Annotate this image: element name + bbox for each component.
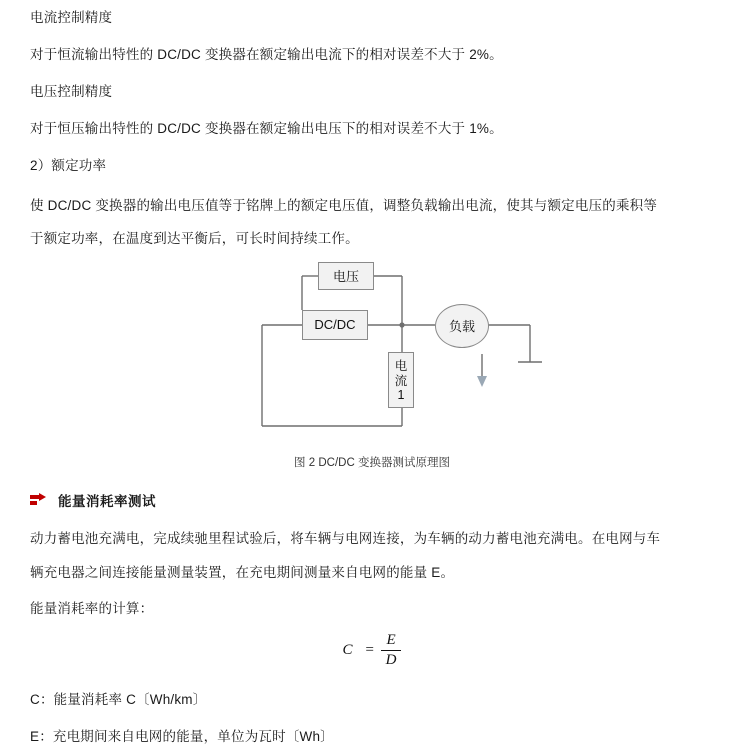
definition-e: E：充电期间来自电网的能量，单位为瓦时〔Wh〕 [30, 728, 334, 744]
figure-wiring-lines [30, 258, 742, 448]
paragraph-rated-power-body-line1: 使 DC/DC 变换器的输出电压值等于铭牌上的额定电压值，调整负载输出电流，使其与额定电压的乘积等 [30, 197, 658, 213]
definition-c: C：能量消耗率 C〔Wh/km〕 [30, 691, 207, 707]
figure-voltage-label: 电压 [332, 269, 359, 285]
paragraph-rated-power-body-line2: 于额定功率，在温度到达平衡后，可长时间持续工作。 [30, 231, 359, 247]
paragraph-current-accuracy-body: 对于恒流输出特性的 DC/DC 变换器在额定输出电流下的相对误差不大于 2%。 [30, 46, 503, 62]
figure-dcdc-test-diagram [30, 258, 714, 448]
formula-numerator: E [381, 632, 400, 651]
arrow-bullet-icon [30, 493, 46, 507]
formula-lhs: C [342, 642, 353, 659]
figure-dcdc-label: DC/DC [314, 317, 356, 333]
figure-current-meter-box [388, 352, 414, 408]
formula-denominator: D [385, 652, 397, 669]
section-title-text: 能量消耗率测试 [58, 493, 156, 509]
section-heading-energy-consumption [30, 490, 714, 510]
paragraph-rated-power-title: 2）额定功率 [30, 157, 107, 173]
paragraph-energy-test-line2: 辆充电器之间连接能量测量装置，在充电期间测量来自电网的能量 E。 [30, 564, 455, 580]
figure-load-symbol [435, 304, 489, 348]
figure-voltage-meter-box [318, 262, 374, 290]
paragraph-voltage-accuracy-title: 电压控制精度 [30, 83, 113, 99]
figure-caption: 图 2 DC/DC 变换器测试原理图 [294, 456, 450, 469]
formula-energy-consumption [30, 632, 714, 670]
figure-current-label-line1: 电 [394, 359, 408, 374]
figure-current-label-line2: 流 [394, 373, 408, 388]
figure-dcdc-converter-box [302, 310, 368, 340]
paragraph-energy-test-line1: 动力蓄电池充满电，完成续驰里程试验后，将车辆与电网连接，为车辆的动力蓄电池充满电。在电网与车 [30, 530, 661, 546]
formula-equals: = [364, 642, 375, 659]
figure-load-label: 负载 [448, 319, 475, 335]
figure-current-label-line3: 1 [397, 388, 405, 403]
paragraph-current-accuracy-title: 电流控制精度 [30, 10, 113, 25]
paragraph-energy-formula-intro: 能量消耗率的计算： [30, 601, 154, 617]
paragraph-voltage-accuracy-body: 对于恒压输出特性的 DC/DC 变换器在额定输出电压下的相对误差不大于 1%。 [30, 120, 503, 136]
formula-fraction [381, 632, 402, 670]
